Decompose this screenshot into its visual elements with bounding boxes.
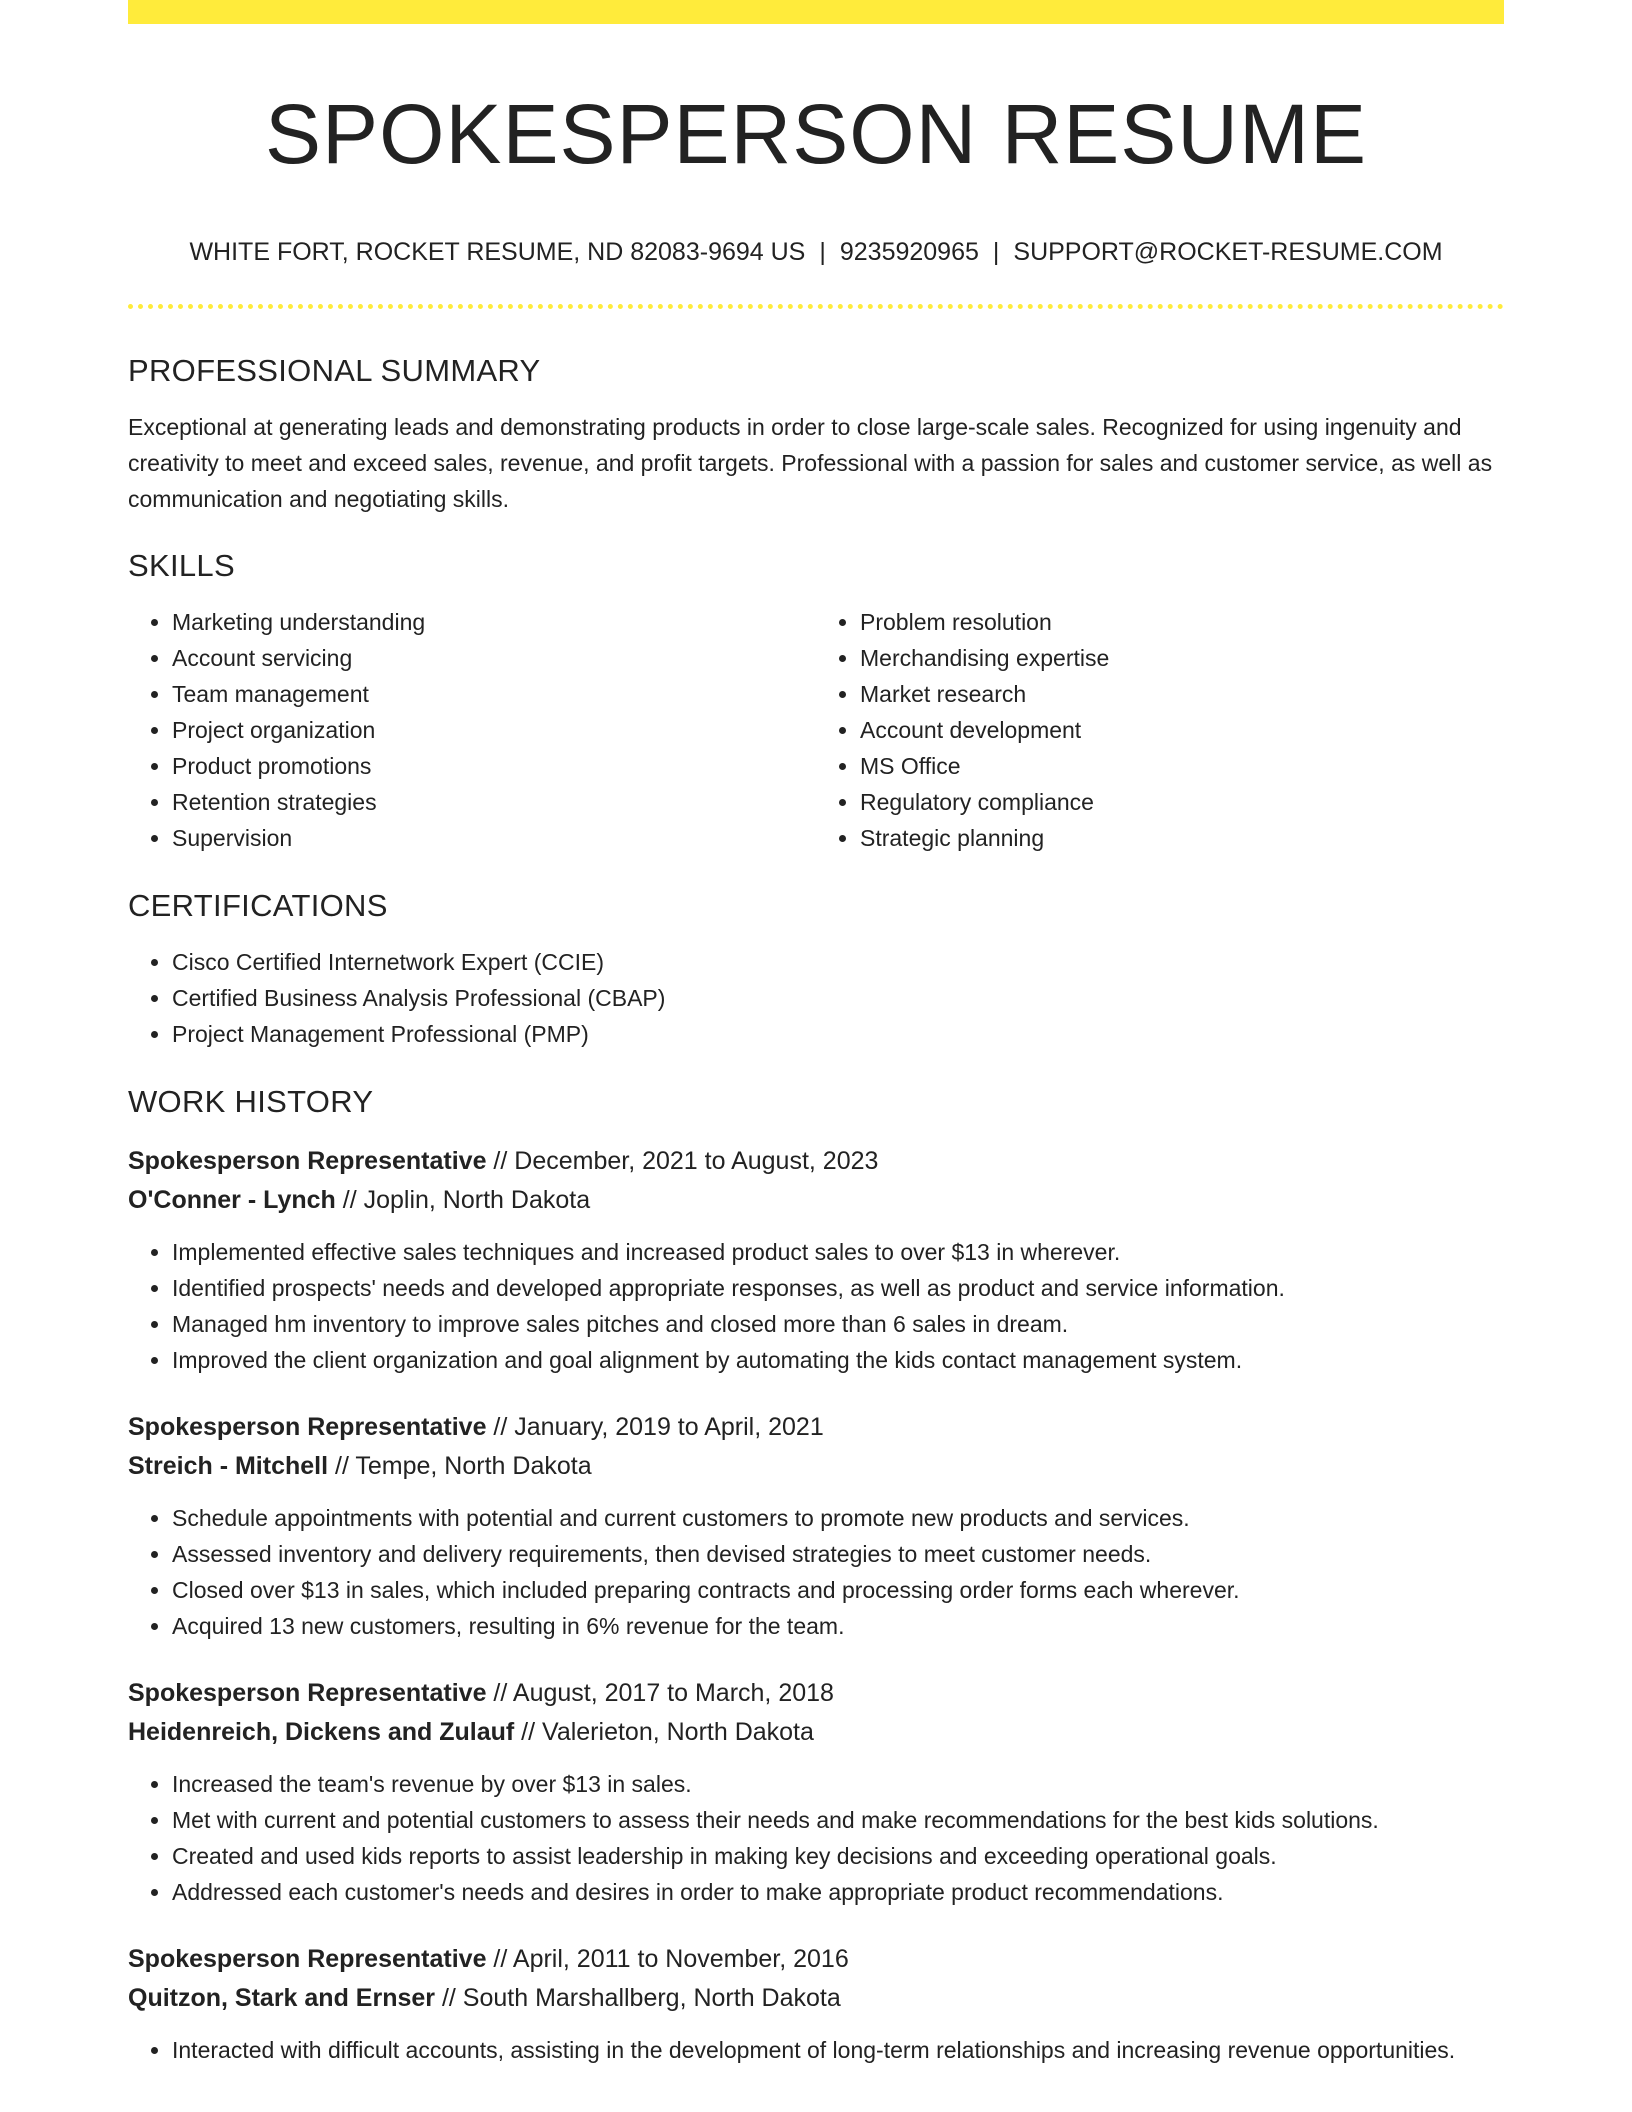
- job-title-line: [128, 1142, 1504, 1181]
- job-bullet: • Identified prospects' needs and developed appropriate responses, as well as product and service information.: [172, 1270, 1504, 1306]
- job-location: // Valerieton, North Dakota: [514, 1717, 814, 1746]
- job-bullets: [128, 1500, 1504, 1644]
- certifications-heading: CERTIFICATIONS: [128, 887, 388, 923]
- job-location: // South Marshallberg, North Dakota: [435, 1983, 841, 2012]
- skill-item: • Product promotions: [172, 748, 816, 784]
- skill-item: • Problem resolution: [860, 604, 1504, 640]
- job-title-line: [128, 1674, 1504, 1713]
- job-company-line: [128, 1181, 1504, 1220]
- dotted-divider: [128, 304, 1504, 309]
- job-bullet: • Assessed inventory and delivery requirements, then devised strategies to meet customer needs.: [172, 1536, 1504, 1572]
- job-company: O'Conner - Lynch: [128, 1185, 336, 1214]
- job-bullet: • Implemented effective sales techniques and increased product sales to over $13 in wherever.: [172, 1234, 1504, 1270]
- skill-item: • Strategic planning: [860, 820, 1504, 856]
- top-accent-bar: [128, 0, 1504, 24]
- job-bullets: [128, 1234, 1504, 1378]
- skill-item: • Supervision: [172, 820, 816, 856]
- job-bullet: • Managed hm inventory to improve sales pitches and closed more than 6 sales in dream.: [172, 1306, 1504, 1342]
- skill-item: • Project organization: [172, 712, 816, 748]
- job-company-line: [128, 1447, 1504, 1486]
- certifications-list: [128, 944, 1504, 1052]
- job-dates: // December, 2021 to August, 2023: [486, 1146, 879, 1175]
- skill-item: • Merchandising expertise: [860, 640, 1504, 676]
- job-bullet: • Created and used kids reports to assist leadership in making key decisions and exceeding operational goals.: [172, 1838, 1504, 1874]
- job-company: Heidenreich, Dickens and Zulauf: [128, 1717, 515, 1746]
- skills-column-left: [128, 604, 816, 856]
- skill-item: • Regulatory compliance: [860, 784, 1504, 820]
- job-title-line: [128, 1940, 1504, 1979]
- job-bullet: • Acquired 13 new customers, resulting in 6% revenue for the team.: [172, 1608, 1504, 1644]
- skill-item: • Team management: [172, 676, 816, 712]
- certification-item: • Cisco Certified Internetwork Expert (CCIE): [172, 944, 1504, 980]
- certification-item: • Project Management Professional (PMP): [172, 1016, 1504, 1052]
- job-dates: // January, 2019 to April, 2021: [486, 1412, 824, 1441]
- job-company-line: [128, 1713, 1504, 1752]
- job-entry: [128, 1674, 1504, 1910]
- summary-heading: PROFESSIONAL SUMMARY: [128, 352, 541, 388]
- work-history-heading: WORK HISTORY: [128, 1083, 374, 1119]
- skill-item: • Retention strategies: [172, 784, 816, 820]
- skills-heading: SKILLS: [128, 547, 235, 583]
- contact-separator: |: [819, 237, 826, 266]
- contact-email: SUPPORT@ROCKET-RESUME.COM: [1013, 237, 1443, 266]
- skill-item: • Marketing understanding: [172, 604, 816, 640]
- job-company: Quitzon, Stark and Ernser: [128, 1983, 436, 2012]
- job-bullet: • Improved the client organization and goal alignment by automating the kids contact management system.: [172, 1342, 1504, 1378]
- job-title: Spokesperson Representative: [128, 1678, 487, 1707]
- skills-column-right: [816, 604, 1504, 856]
- job-bullet: • Increased the team's revenue by over $13 in sales.: [172, 1766, 1504, 1802]
- job-bullets: [128, 1766, 1504, 1910]
- job-bullet: • Closed over $13 in sales, which included preparing contracts and processing order forms each wherever.: [172, 1572, 1504, 1608]
- resume-page: [128, 0, 1504, 2068]
- job-bullet: • Interacted with difficult accounts, assisting in the development of long-term relationships and increasing revenue opportunities.: [172, 2032, 1504, 2068]
- skill-item: • Account development: [860, 712, 1504, 748]
- job-bullet: • Addressed each customer's needs and desires in order to make appropriate product recommendations.: [172, 1874, 1504, 1910]
- job-bullet: • Schedule appointments with potential and current customers to promote new products and services.: [172, 1500, 1504, 1536]
- job-entry: [128, 1142, 1504, 1378]
- job-bullets: [128, 2032, 1504, 2068]
- job-title: Spokesperson Representative: [128, 1412, 487, 1441]
- job-entry: [128, 1408, 1504, 1644]
- skills-list: [128, 604, 1504, 856]
- job-title: Spokesperson Representative: [128, 1944, 487, 1973]
- job-location: // Tempe, North Dakota: [328, 1451, 592, 1480]
- contact-separator: |: [992, 237, 1000, 266]
- resume-title: SPOKESPERSON RESUME: [265, 87, 1367, 181]
- job-location: // Joplin, North Dakota: [335, 1185, 591, 1214]
- job-title: Spokesperson Representative: [128, 1146, 487, 1175]
- contact-phone: 9235920965: [839, 237, 979, 266]
- job-entry: [128, 1940, 1504, 2068]
- certification-item: • Certified Business Analysis Professional (CBAP): [172, 980, 1504, 1016]
- skill-item: • Market research: [860, 676, 1504, 712]
- job-dates: // August, 2017 to March, 2018: [486, 1678, 834, 1707]
- skill-item: • Account servicing: [172, 640, 816, 676]
- job-title-line: [128, 1408, 1504, 1447]
- job-company: Streich - Mitchell: [128, 1451, 329, 1480]
- job-bullet: • Met with current and potential customers to assess their needs and make recommendations for the best kids solutions.: [172, 1802, 1504, 1838]
- skill-item: • MS Office: [860, 748, 1504, 784]
- job-dates: // April, 2011 to November, 2016: [486, 1944, 849, 1973]
- contact-line: [128, 237, 1504, 267]
- contact-address: WHITE FORT, ROCKET RESUME, ND 82083-9694 US: [189, 237, 806, 266]
- job-company-line: [128, 1979, 1504, 2018]
- summary-text: Exceptional at generating leads and demonstrating products in order to close large-scale sales. Recognized for using ingenuity and creativity to meet and exceed sales, revenue, and profit targets. Professional with a passion for sales and customer service, as well as communication and negotiating skills.: [128, 413, 1493, 512]
